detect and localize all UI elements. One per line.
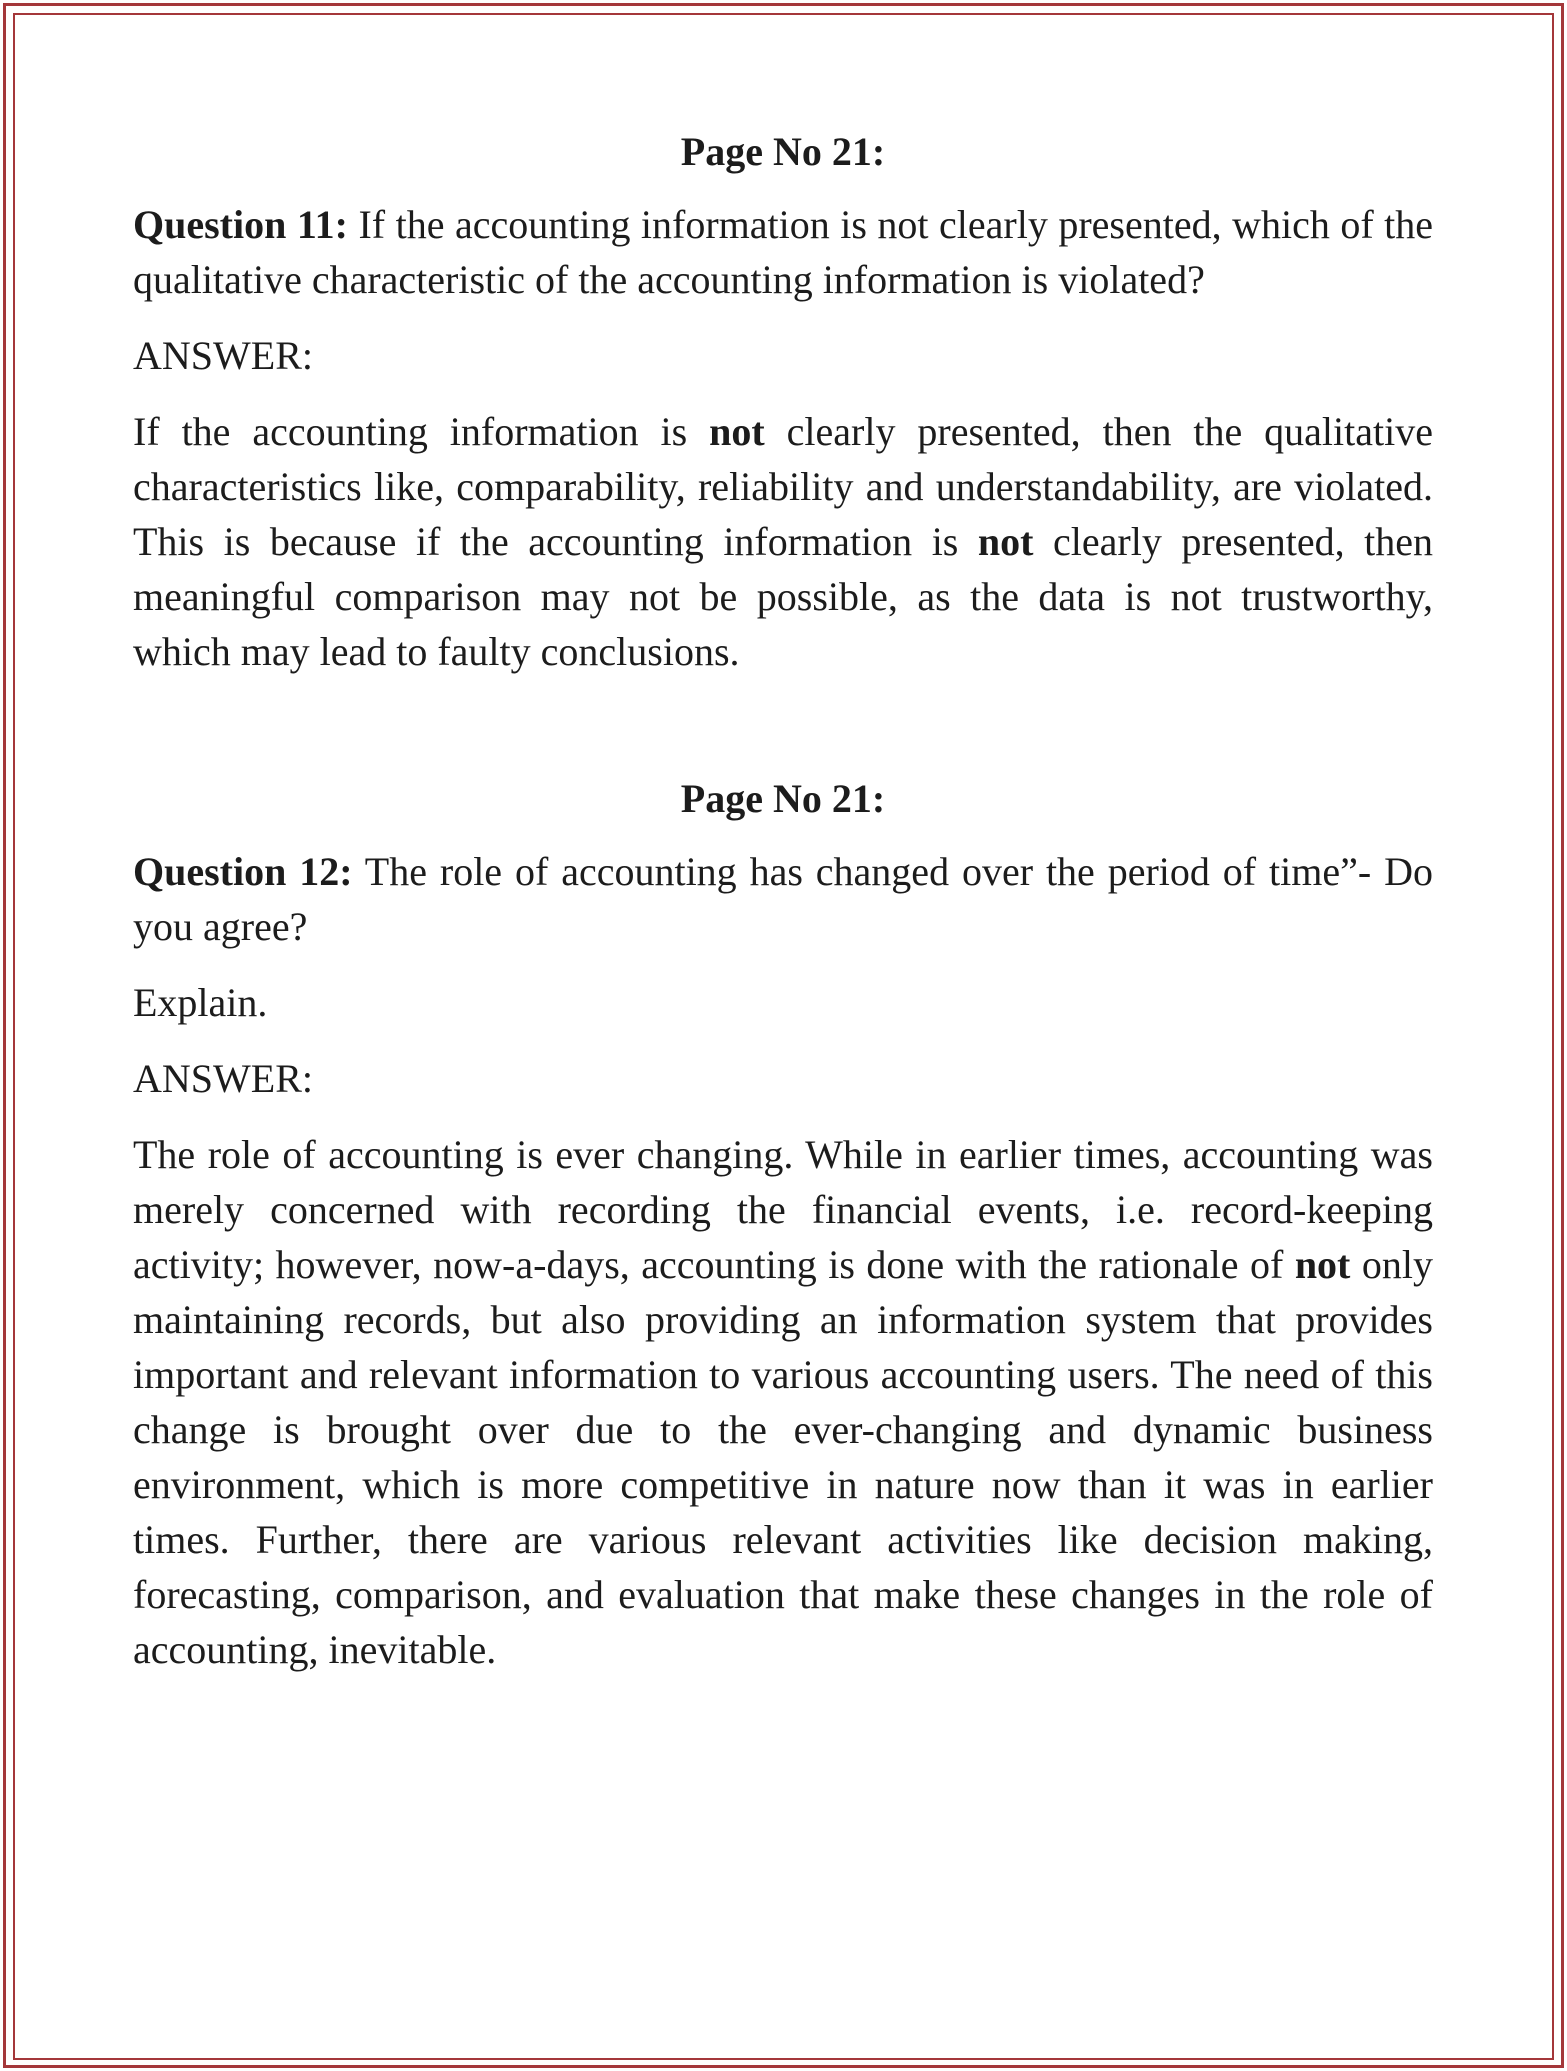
answer-text: clearly presented, then meaningful comparison may not be possible, as the data is not trustworthy, which may lead to faulty conclusions. bbox=[133, 519, 1433, 674]
question-extra-line: Explain. bbox=[133, 980, 268, 1025]
question-label: Question 12: bbox=[133, 849, 353, 894]
answer-12 bbox=[133, 1127, 1433, 1677]
section-spacer bbox=[133, 679, 1433, 775]
answer-label: ANSWER: bbox=[133, 333, 313, 378]
question-12-section bbox=[133, 775, 1433, 1677]
question-text: The role of accounting has changed over the period of time”- Do you agree? bbox=[133, 849, 1433, 949]
question-label: Question 11: bbox=[133, 202, 348, 247]
question-text: If the accounting information is not clearly presented, which of the qualitative characteristic of the accounting information is violated? bbox=[133, 202, 1433, 302]
answer-text: If the accounting information is bbox=[133, 409, 710, 454]
question-11-section bbox=[133, 128, 1433, 679]
answer-label: ANSWER: bbox=[133, 1056, 313, 1101]
question-12 bbox=[133, 844, 1433, 954]
answer-emphasis: not bbox=[709, 409, 765, 454]
answer-text: The role of accounting is ever changing. While in earlier times, accounting was merely concerned with recording the financial events, i.e. record-keeping activity; however, now-a-days, accounting is done with the rationale of bbox=[133, 1132, 1433, 1287]
answer-text: clearly presented, then the qualitative characteristics like, comparability, reliability and understandability, are violated. This is because if the accounting information is bbox=[133, 409, 1433, 564]
page-heading: Page No 21: bbox=[680, 129, 886, 174]
answer-text: only maintaining records, but also providing an information system that provides important and relevant information to various accounting users. The need of this change is brought over due to the ever-changing and dynamic business environment, which is more competitive in nature now than it was in earlier times. Further, there are various relevant activities like decision making, forecasting, comparison, and evaluation that make these changes in the role of accounting, inevitable. bbox=[133, 1242, 1433, 1672]
page-heading: Page No 21: bbox=[680, 776, 886, 821]
document-body bbox=[133, 128, 1433, 1677]
question-11 bbox=[133, 197, 1433, 307]
answer-emphasis: not bbox=[1294, 1242, 1351, 1287]
answer-emphasis: not bbox=[977, 519, 1034, 564]
answer-11 bbox=[133, 404, 1433, 679]
